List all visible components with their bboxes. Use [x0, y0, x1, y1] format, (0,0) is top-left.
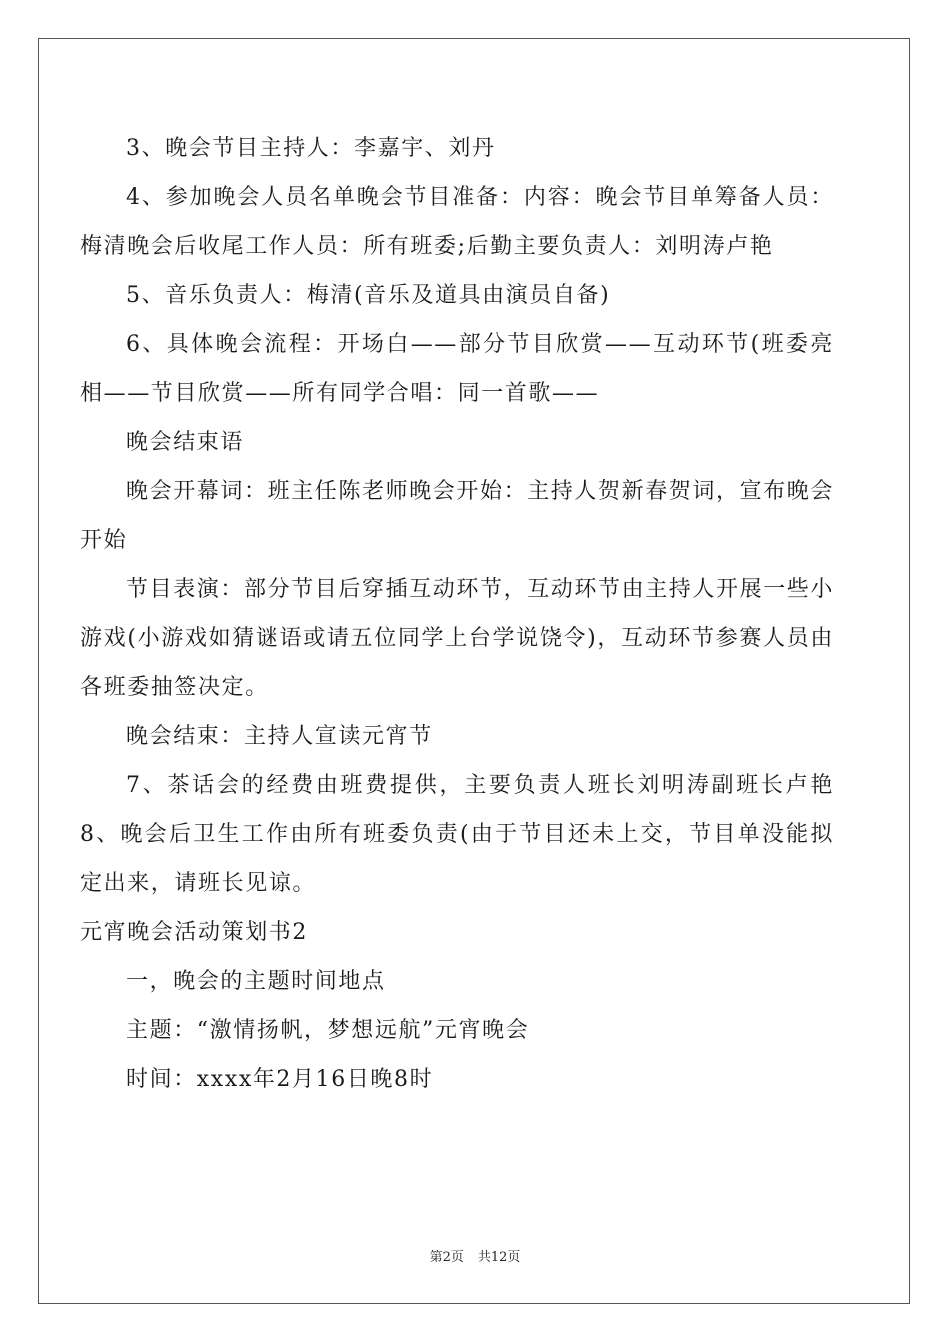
paragraph-staff-list: 4、参加晚会人员名单晚会节目准备：内容：晚会节目单筹备人员：梅清晚会后收尾工作人员：所有班委;后勤主要负责人：刘明涛卢艳 — [80, 185, 834, 259]
paragraph-theme-heading: 一，晚会的主题时间地点 — [126, 969, 386, 994]
page-footer — [0, 1246, 950, 1265]
section-title: 元宵晚会活动策划书2 — [80, 920, 308, 945]
paragraph-time: 时间：xxxx年2月16日晚8时 — [126, 1067, 434, 1092]
paragraph-theme: 主题：“激情扬帆，梦想远航”元宵晚会 — [126, 1018, 530, 1043]
paragraph-performance: 节目表演：部分节目后穿插互动环节，互动环节由主持人开展一些小游戏(小游戏如猜谜语或请五位同学上台学说饶令)，互动环节参赛人员由各班委抽签决定。 — [80, 577, 835, 700]
paragraph-funding: 7、茶话会的经费由班费提供，主要负责人班长刘明涛副班长卢艳8、晚会后卫生工作由所有班委负责(由于节目还未上交，节目单没能拟定出来，请班长见谅。 — [80, 773, 834, 896]
page-number: 第2页 — [429, 1250, 464, 1265]
document-body — [80, 124, 834, 1104]
page-total: 共12页 — [477, 1250, 521, 1265]
paragraph-flow: 6、具体晚会流程：开场白——部分节目欣赏——互动环节(班委亮相——节目欣赏——所有同学合唱：同一首歌—— — [80, 332, 834, 406]
paragraph-end: 晚会结束：主持人宣读元宵节 — [126, 724, 433, 749]
paragraph-host: 3、晚会节目主持人：李嘉宇、刘丹 — [126, 136, 496, 161]
paragraph-music: 5、音乐负责人：梅清(音乐及道具由演员自备) — [126, 283, 611, 308]
paragraph-closing: 晚会结束语 — [126, 430, 245, 455]
paragraph-opening-speech: 晚会开幕词：班主任陈老师晚会开始：主持人贺新春贺词，宣布晚会开始 — [80, 479, 835, 553]
